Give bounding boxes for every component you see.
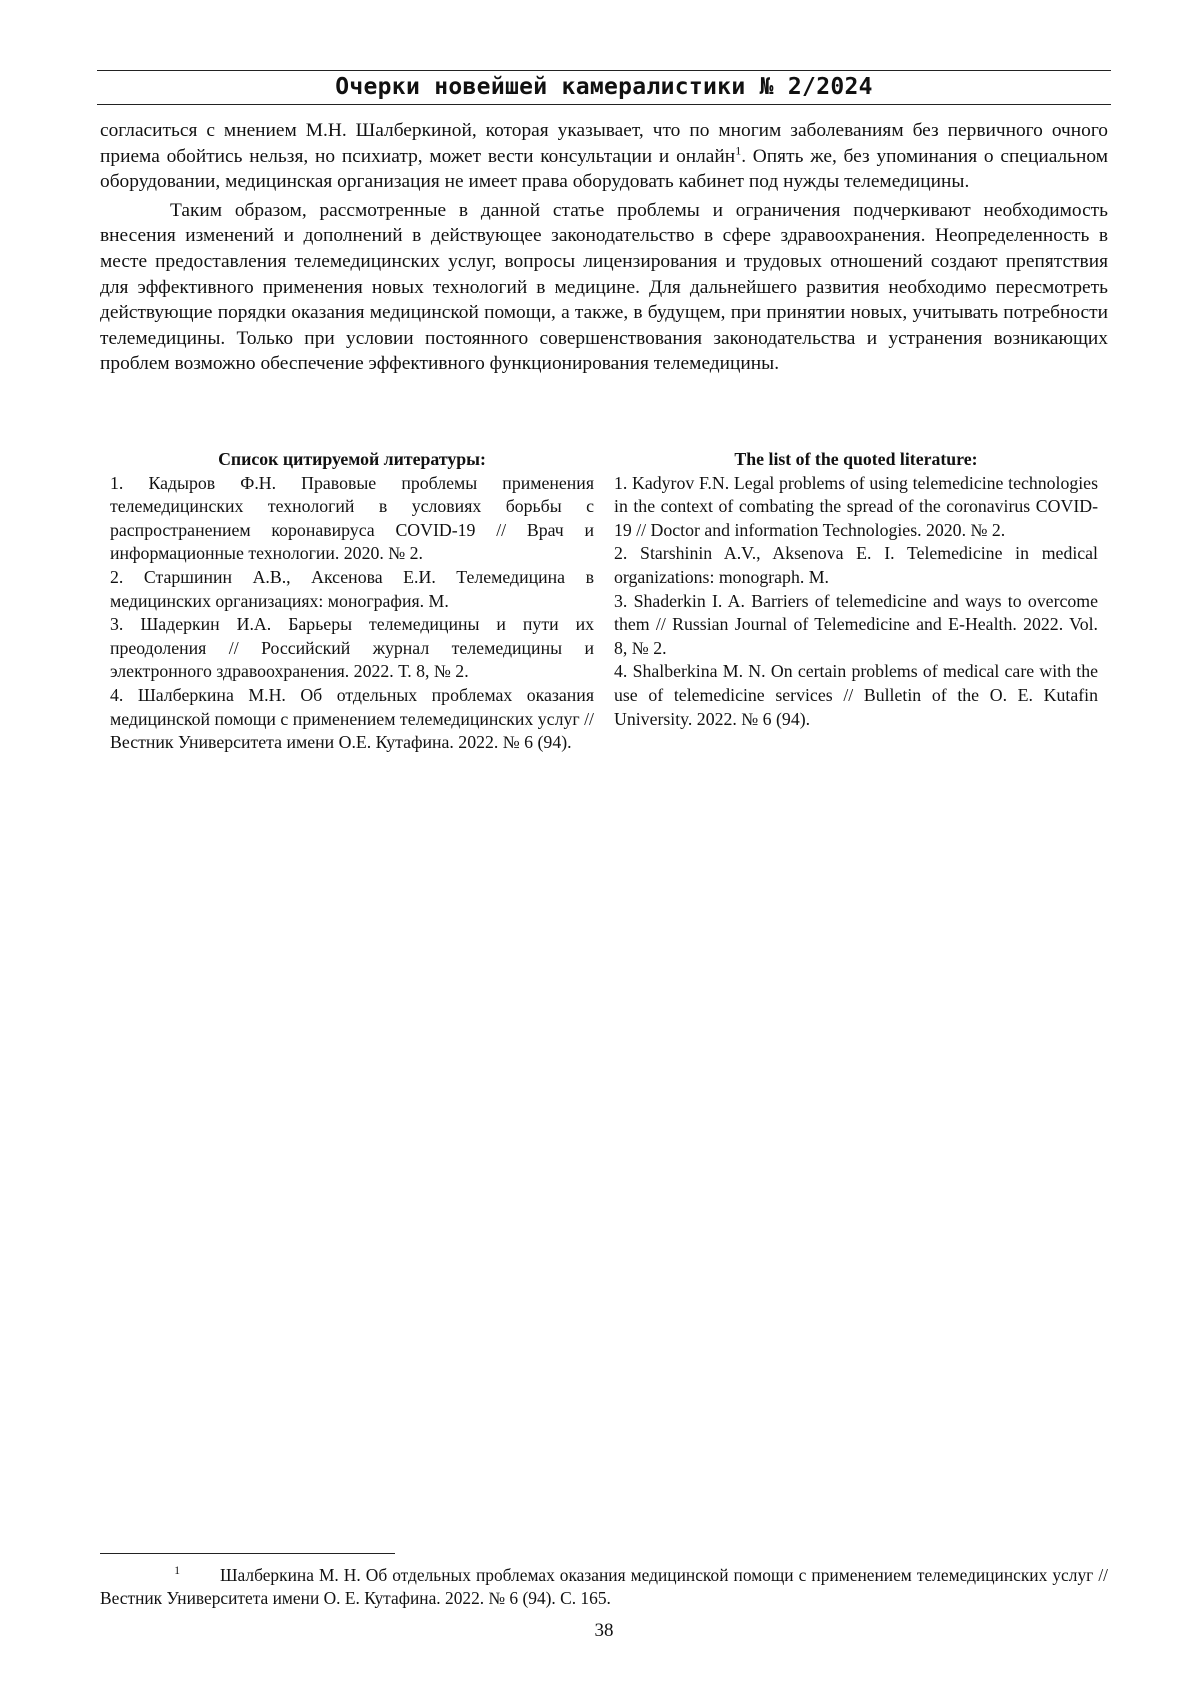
references-english-list <box>614 472 1098 732</box>
footnote-reference[interactable]: 1 <box>735 143 741 157</box>
reference-item: 4. Shalberkina M. N. On certain problems of medical care with the use of telemedicine services // Bulletin of the O. E. Kutafin University. 2022. № 6 (94). <box>614 660 1098 731</box>
reference-item: 4. Шалберкина М.Н. Об отдельных проблемах оказания медицинской помощи с применением телемедицинских услуг // Вестник Университета имени О.Е. Кутафина. 2022. № 6 (94). <box>110 684 594 755</box>
article-body <box>100 118 1108 380</box>
paragraph-1-text: согласиться с мнением М.Н. Шалберкиной, которая указывает, что по многим заболеваниям без первичного очного приема обойтись нельзя, но психиатр, может вести консультации и онлайн <box>100 120 1108 167</box>
references-section <box>110 448 1098 755</box>
reference-item: 2. Старшинин А.В., Аксенова Е.И. Телемедицина в медицинских организациях: монография. М. <box>110 566 594 613</box>
reference-item: 2. Starshinin A.V., Aksenova E. I. Telemedicine in medical organizations: monograph. M. <box>614 542 1098 589</box>
references-russian <box>110 448 594 755</box>
reference-item: 1. Kadyrov F.N. Legal problems of using telemedicine technologies in the context of combating the spread of the coronavirus COVID-19 // Doctor and information Technologies. 2020. № 2. <box>614 472 1098 543</box>
paragraph-1-text-continued: . Опять же, без упоминания о специальном оборудовании, медицинская организация не имеет права оборудовать кабинет под нужды телемедицины. <box>100 146 1108 193</box>
reference-item: 3. Шадеркин И.А. Барьеры телемедицины и пути их преодоления // Российский журнал телемедицины и электронного здравоохранения. 2022. Т. 8, № 2. <box>110 613 594 684</box>
footnote-text: Шалберкина М. Н. Об отдельных проблемах оказания медицинской помощи с применением телемедицинских услуг // Вестник Университета имени О. Е. Кутафина. 2022. № 6 (94). С. 165. <box>100 1565 1108 1608</box>
footnote-mark: 1 <box>100 1564 220 1578</box>
running-header <box>97 70 1111 105</box>
references-english-heading: The list of the quoted literature: <box>614 448 1098 472</box>
journal-title: Очерки новейшей камералистики № 2/2024 <box>97 72 1111 102</box>
references-russian-list <box>110 472 594 755</box>
page-number: 38 <box>0 1620 1200 1642</box>
footnote <box>100 1564 1108 1610</box>
document-page <box>0 0 1200 1698</box>
reference-item: 3. Shaderkin I. A. Barriers of telemedicine and ways to overcome them // Russian Journal of Telemedicine and E-Health. 2022. Vol. 8, № 2. <box>614 590 1098 661</box>
footnote-separator <box>100 1553 395 1554</box>
body-paragraph-1 <box>100 118 1108 195</box>
references-english <box>614 448 1098 755</box>
references-russian-heading: Список цитируемой литературы: <box>110 448 594 472</box>
reference-item: 1. Кадыров Ф.Н. Правовые проблемы применения телемедицинских технологий в условиях борьбы с распространением коронавируса COVID-19 // Врач и информационные технологии. 2020. № 2. <box>110 472 594 566</box>
body-paragraph-2: Таким образом, рассмотренные в данной статье проблемы и ограничения подчеркивают необходимость внесения изменений и дополнений в действующее законодательство в сфере здравоохранения. Неопределенность в месте предоставления телемедицинских услуг, вопросы лицензирования и трудовых отношений создают препятствия для эффективного применения новых технологий в медицине. Для дальнейшего развития необходимо пересмотреть действующие порядки оказания медицинской помощи, а также, в будущем, при принятии новых, учитывать потребности телемедицины. Только при условии постоянного совершенствования законодательства и устранения возникающих проблем возможно обеспечение эффективного функционирования телемедицины. <box>100 198 1108 377</box>
